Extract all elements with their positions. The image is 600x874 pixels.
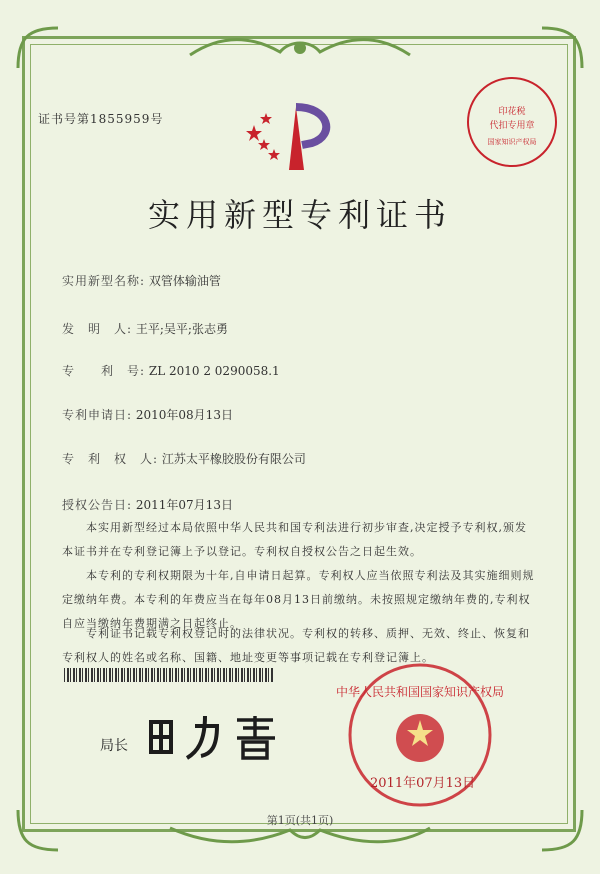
top-ornament-icon <box>180 30 420 70</box>
field-inventors: 发 明 人: 王平;吴平;张志勇 <box>62 322 228 336</box>
field-grant-date: 授权公告日: 2011年07月13日 <box>62 498 233 512</box>
certificate-number: 证书号第1855959号 <box>38 112 164 126</box>
corner-ornament-icon <box>532 800 592 860</box>
patent-office-logo-icon <box>244 95 344 175</box>
paragraph-status: 专利证书记载专利权登记时的法律状况。专利权的转移、质押、无效、终止、恢复和专利权人的姓名或名称、国籍、地址变更等事项记载在专利登记簿上。 <box>62 627 530 664</box>
svg-text:国家知识产权局: 国家知识产权局 <box>487 138 537 146</box>
seal-date: 2011年07月13日 <box>370 776 476 791</box>
field-patent-number: 专 利 号: ZL 2010 2 0290058.1 <box>62 364 280 378</box>
svg-text:代扣专用章: 代扣专用章 <box>489 121 535 131</box>
corner-ornament-icon <box>532 18 592 78</box>
barcode <box>64 668 274 682</box>
paragraph-grant: 本实用新型经过本局依照中华人民共和国专利法进行初步审查,决定授予专利权,颁发本证书并在专利登记簿上予以登记。专利权自授权公告之日起生效。 <box>62 521 527 558</box>
field-name: 实用新型名称: 双管体输油管 <box>62 274 221 288</box>
svg-text:中华人民共和国国家知识产权局: 中华人民共和国国家知识产权局 <box>335 685 505 699</box>
corner-ornament-icon <box>8 18 68 78</box>
certificate-title: 实用新型专利证书 <box>147 196 452 234</box>
tax-stamp <box>462 72 562 172</box>
director-label: 局长 <box>100 738 128 754</box>
field-application-date: 专利申请日: 2010年08月13日 <box>62 408 233 422</box>
page-footer: 第1页(共1页) <box>266 814 334 827</box>
paragraph-term: 本专利的专利权期限为十年,自申请日起算。专利权人应当依照专利法及其实施细则规定缴纳年费。本专利的年费应当在每年08月13日前缴纳。未按照规定缴纳年费的,专利权自应当缴纳年费期满之日起终止。 <box>62 569 535 630</box>
corner-ornament-icon <box>8 800 68 860</box>
field-patentee: 专 利 权 人: 江苏太平橡胶股份有限公司 <box>62 452 306 466</box>
director-signature <box>145 712 295 771</box>
svg-text:印花税: 印花税 <box>498 107 526 117</box>
signature-image <box>145 712 295 762</box>
